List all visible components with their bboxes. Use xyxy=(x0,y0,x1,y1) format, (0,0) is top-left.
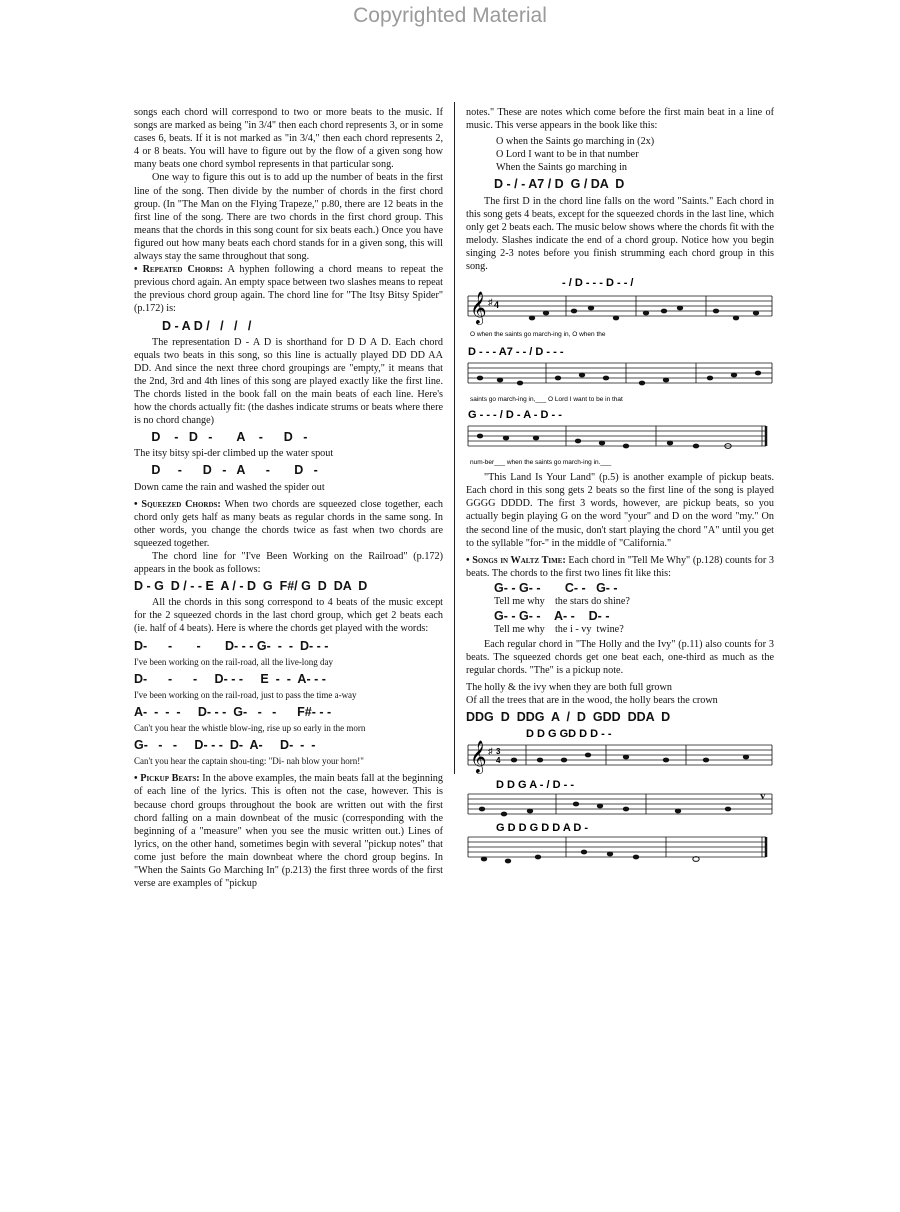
staff-chords: D D G A - / D - - xyxy=(496,778,575,791)
squeezed-chords-section xyxy=(134,498,443,550)
paragraph: Each regular chord in "The Holly and the Ivy" (p.11) also counts for 3 beats. The squeezed chords get one beat each, one-third as much as the regular chords. "The" is a pickup note. xyxy=(466,639,774,677)
column-divider xyxy=(454,102,455,774)
music-staff-holly-3 xyxy=(466,821,774,865)
chord-line: G- - - D- - - D- A- D- - - xyxy=(134,738,316,753)
chord-line: G- - G- - C- - G- - xyxy=(494,580,618,595)
sharp-icon: ♯ xyxy=(488,745,493,756)
paragraph: notes." These are notes which come before the first main beat in a line of music. This verse appears in the book like this: xyxy=(466,107,774,132)
staff-lyrics: saints go march-ing in,___ O Lord I want to be in that xyxy=(470,396,623,404)
chord-line: D - G D / - - E A / - D G F#/ G D DA D xyxy=(134,579,368,594)
sharp-icon: ♯ xyxy=(488,297,493,308)
staff-chords: D D G GD D D - - xyxy=(526,727,612,740)
treble-clef-icon: 𝄞 xyxy=(470,292,487,324)
time-signature: 4 xyxy=(494,300,500,311)
section-text: In the above examples, the main beats fall at the beginning of each line of the lyrics. This is often not the case, however. This is because chord groups throughout the book are written out with the first chord falling on a main downbeat of the music (corresponding with the beginning of a "measure" when you see the music written out.) Lines of lyrics, on the other hand, sometimes begin with several "pickup notes" that come just before the main downbeat where the chord group begins. In "When the Saints Go Marching In" (p.213) the first three words of the first verse are examples of "pickup xyxy=(134,773,443,890)
paragraph: The representation D - A D is shorthand for D D A D. Each chord equals two beats in this song, so this line is actually played DD DD AA DD. And since the next three chord groupings are "empty," it means that the 2nd, 3rd and 4th lines of this song are played exactly like the first line. The chords listed in the book fall on the main beats of each line. Here's how the chords actually fit: (the dashes indicate strums or beats where there is no chord change) xyxy=(134,336,443,427)
music-staff-holly-2 xyxy=(466,778,774,818)
section-text: When two chords are squeezed close together, each chord only gets half as many beats as regular chords in the same song. In other words, you change the chords twice as fast when two chords are squeezed together. xyxy=(134,498,443,549)
right-column xyxy=(466,106,774,868)
staff-chords: G - - - / D - A - D - - xyxy=(468,409,562,422)
music-staff-saints-1 xyxy=(466,276,774,342)
section-text: A hyphen following a chord means to repeat the previous chord again. An empty space between two slashes means to repeat the previous chord group again. The chord line for "The Itsy Bitsy Spider" (p.172) is: xyxy=(134,264,443,315)
section-title: • Songs in Waltz Time: xyxy=(466,554,566,566)
verse-line: When the Saints go marching in xyxy=(496,162,627,174)
staff-lyrics: num-ber___ when the saints go march-ing in.___ xyxy=(470,459,612,467)
lyric-line: Can't you hear the whistle blow-ing, rise up so early in the morn xyxy=(134,723,366,734)
time-signature: 3 xyxy=(496,746,501,756)
waltz-time-section xyxy=(466,554,774,580)
chord-line: D- - - D- - - G- - - D- - - xyxy=(134,638,329,653)
section-title: • Squeezed Chords: xyxy=(134,498,221,510)
lyric-line: The itsy bitsy spi-der climbed up the water spout xyxy=(134,448,334,460)
chord-line: A- - - - D- - - G- - - F#- - - xyxy=(134,704,332,719)
section-text: Each chord in "Tell Me Why" (p.128) counts for 3 beats. The chords to the first two lines fit like this: xyxy=(466,554,774,579)
lyric-line: Of all the trees that are in the wood, the holly bears the crown xyxy=(466,694,718,706)
lyric-line: Can't you hear the captain shou-ting: "Di- nah blow your horn!" xyxy=(134,756,364,767)
treble-clef-icon: 𝄞 xyxy=(470,740,487,772)
paragraph: "This Land Is Your Land" (p.5) is another example of pickup beats. Each chord in this song gets 2 beats so the first line of the song is played GGGG DDDD. The first 3 words, however, are pickup beats, so you actually begin playing G on the word "your" and D on the word "my." On the second line of the music, don't start playing the chord "A" until you get to the syllable "for-" in the middle of "California." xyxy=(466,472,774,549)
paragraph: songs each chord will correspond to two or more beats to the music. If songs are marked as being "in 3/4" then each chord represents 3, or in some cases 6, beats. If it is not marked as "in 3/4," then each chord represents 2, 4 or 8 beats. You will have to figure out by the flow of a given song how many beats one chord symbol represents in that particular song. xyxy=(134,107,443,171)
chord-line: D - D - A - D - xyxy=(134,430,308,445)
lyric-line: I've been working on the rail-road, just to pass the time a-way xyxy=(134,689,357,700)
paragraph: The first D in the chord line falls on the word "Saints." Each chord in this song gets 4 beats, except for the squeezed chords in the last line, which only get 2 beats each. The music below shows where the chords fit with the melody. Slashes indicate the end of a chord group. Notice how you begin singing 2-3 notes before you finish strumming each chord group in this song. xyxy=(466,195,774,273)
repeated-chords-section xyxy=(134,263,443,315)
verse-line: O Lord I want to be in that number xyxy=(496,149,639,161)
music-staff-saints-3 xyxy=(466,408,774,468)
melody-notes xyxy=(529,306,759,321)
waltz-example xyxy=(466,582,774,636)
time-signature: 4 xyxy=(496,755,501,765)
chord-line: G- - G- - A- - D- - xyxy=(494,609,610,624)
copyright-watermark: Copyrighted Material xyxy=(353,4,547,27)
lyric-line: I've been working on the rail-road, all the live-long day xyxy=(134,656,334,667)
left-column xyxy=(134,106,443,890)
lyric-line: Tell me why the stars do shine? xyxy=(494,595,630,607)
chord-line: D - D - A - D - xyxy=(134,463,318,478)
saints-verse xyxy=(466,135,774,174)
section-title: • Repeated Chords: xyxy=(134,264,224,276)
lyric-line: The holly & the ivy when they are both full grown xyxy=(466,681,672,693)
section-title: • Pickup Beats: xyxy=(134,773,200,785)
page-number: v xyxy=(760,790,766,802)
paragraph: All the chords in this song correspond to 4 beats of the music except for the 2 squeezed chords in the last chord group, which get 2 beats each (ie. half of 4 beats). Here is where the chords get played with the words: xyxy=(134,597,443,635)
melody-notes xyxy=(511,752,749,762)
staff-lyrics: O when the saints go march-ing in, O when the xyxy=(470,331,606,339)
verse-line: O when the Saints go marching in (2x) xyxy=(496,136,655,148)
paragraph: The chord line for "I've Been Working on the Railroad" (p.172) appears in the book as follows: xyxy=(134,551,443,576)
music-staff-saints-2 xyxy=(466,345,774,405)
chord-line: DDG D DDG A / D GDD DDA D xyxy=(466,709,671,724)
chord-line: D - / - A7 / D G / DA D xyxy=(494,177,625,192)
music-staff-holly-1 xyxy=(466,727,774,775)
paragraph: One way to figure this out is to add up the number of beats in the first line of the song. Then divide by the number of chords in the first chord group. (In "The Man on the Flying Trapeze," p.80, there are 12 beats in the first line of the song. There are two chords in the first chord group. This means that the chords in this song count for six beats each.) Once you have figured out how many beats each chord stands for in a given song, this will always stay the same throughout that song. xyxy=(134,172,443,263)
staff-chords: - / D - - - D - - / xyxy=(562,277,634,290)
staff-chords: D - - - A7 - - / D - - - xyxy=(468,346,564,359)
chord-line: D- - - D- - - E - - A- - - xyxy=(134,671,326,686)
lyric-line: Down came the rain and washed the spider out xyxy=(134,481,325,493)
chord-line: D - A D / / / / xyxy=(162,318,252,333)
staff-chords: G D D G D D A D - xyxy=(496,821,589,834)
pickup-beats-section xyxy=(134,772,443,890)
lyric-line: Tell me why the i - vy twine? xyxy=(494,624,624,636)
